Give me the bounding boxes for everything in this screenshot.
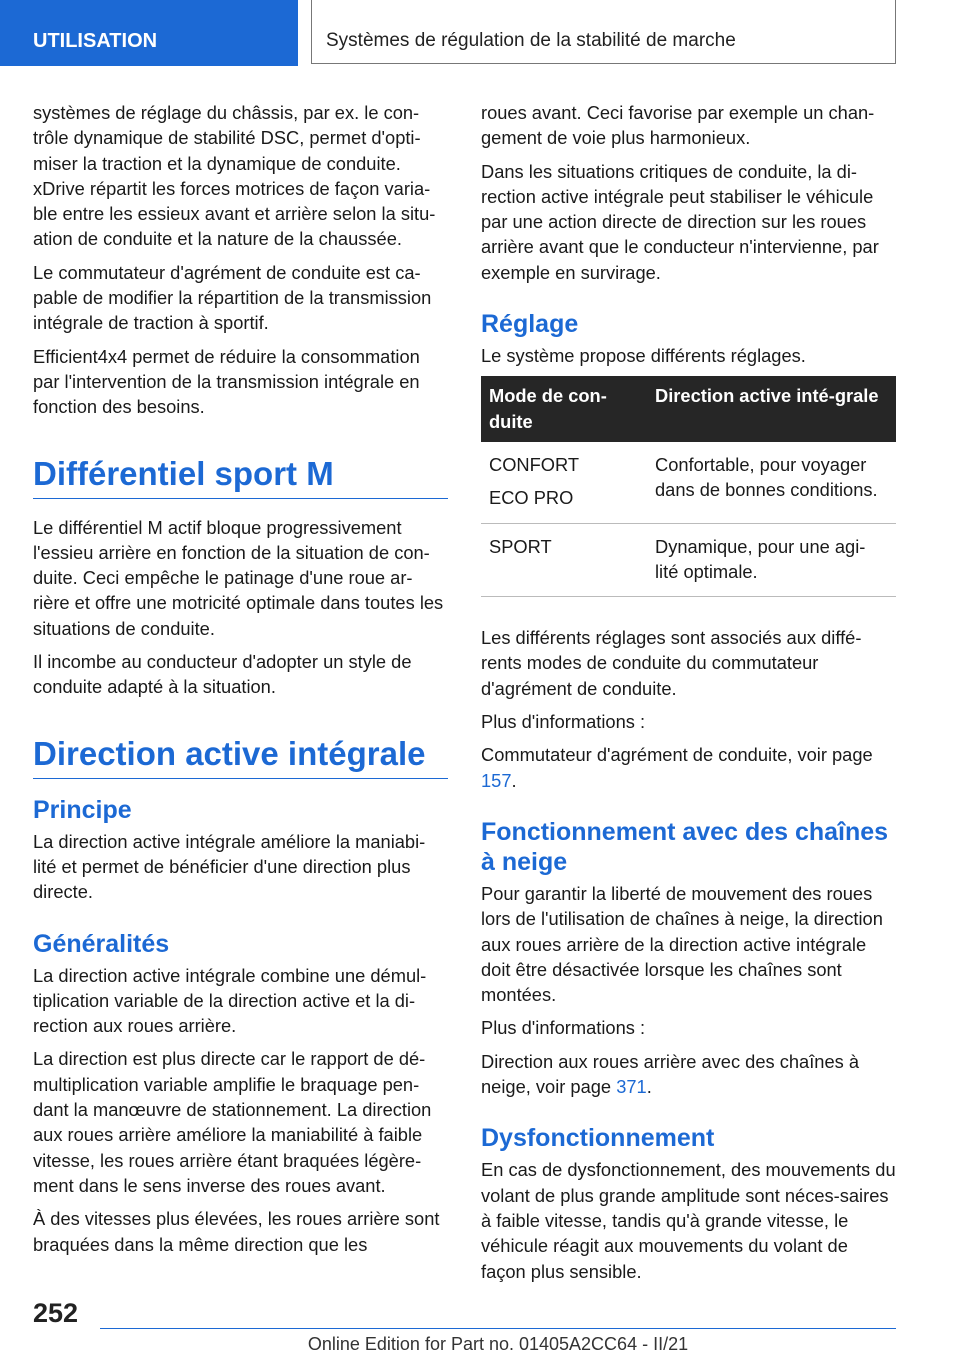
heading-chaines-a-neige: Fonctionnement avec des chaînes à neige: [481, 817, 889, 876]
heading-dysfonctionnement: Dysfonctionnement: [481, 1124, 715, 1153]
heading-differentiel-sport-m: Différentiel sport M: [33, 454, 448, 499]
paragraph: Plus d'informations :: [481, 711, 646, 733]
paragraph: La direction est plus directe car le rapport de dé-multiplication variable amplifie le braquage pen-dant la manœuvre de stationnement. La direction aux roues arrière améliore la maniabilité à faible vitesse, les roues arrière étant braquées légère-ment dans le sens inverse des roues avant.: [33, 1048, 432, 1196]
paragraph: En cas de dysfonctionnement, des mouvements du volant de plus grande amplitude sont néces-saires à faible vitesse, tandis qu'à grande vitesse, le véhicule réagit aux mouvements du volant de façon plus sensible.: [481, 1159, 896, 1282]
table-cell-mode: [481, 442, 647, 523]
column-header-direction: Direction active inté-grale: [647, 376, 896, 442]
page-link-371[interactable]: 371: [616, 1076, 647, 1098]
paragraph: Les différents réglages sont associés aux diffé-rents modes de conduite du commutateur d'agrément de conduite.: [481, 627, 862, 699]
page-link-157[interactable]: 157: [481, 769, 512, 791]
intro-paragraph: Le commutateur d'agrément de conduite est ca-pable de modifier la répartition de la transmission intégrale de traction à sportif.: [33, 261, 432, 334]
heading-reglage: Réglage: [481, 310, 579, 339]
table-cell-description: Confortable, pour voyager dans de bonnes conditions.: [647, 442, 896, 523]
paragraph: Le différentiel M actif bloque progressivement l'essieu arrière en fonction de la situation de con-duite. Ceci empêche le patinage d'une roue ar-rière et offre une motricité optimale dans toutes les situations de conduite.: [33, 516, 444, 639]
chapter-title: Systèmes de régulation de la stabilité de marche: [311, 0, 896, 64]
mode-name: SPORT: [489, 535, 552, 557]
footer-divider: [100, 1328, 896, 1329]
cross-reference-text: Commutateur d'agrément de conduite, voir page: [481, 744, 873, 766]
heading-principe: Principe: [33, 795, 132, 824]
mode-name: ECO PRO: [489, 487, 574, 509]
mode-name: CONFORT: [489, 453, 580, 475]
page-header: [0, 0, 960, 66]
cross-reference-text: Direction aux roues arrière avec des chaînes à neige, voir page: [481, 1050, 860, 1098]
paragraph: À des vitesses plus élevées, les roues arrière sont braquées dans la même direction que les: [33, 1208, 440, 1255]
left-column: [33, 100, 448, 1265]
column-header-mode: Mode de con-duite: [481, 376, 647, 442]
paragraph: Plus d'informations :: [481, 1017, 646, 1039]
right-column: [481, 100, 896, 1292]
paragraph: Dans les situations critiques de conduite, la di-rection active intégrale peut stabiliser le véhicule par une action directe de direction sur les roues arrière avant que le conducteur n'intervienne, par exemple en survirage.: [481, 160, 879, 283]
section-tab[interactable]: UTILISATION: [0, 0, 298, 66]
footer-edition-text: Online Edition for Part no. 01405A2CC64 - II/21: [307, 1334, 689, 1354]
table-header-row: [481, 376, 896, 442]
paragraph: roues avant. Ceci favorise par exemple un chan-gement de voie plus harmonieux.: [481, 102, 875, 149]
intro-paragraph: systèmes de réglage du châssis, par ex. le con-trôle dynamique de stabilité DSC, permet d'opti-miser la traction et la dynamique de conduite. xDrive répartit les forces motrices de façon varia-ble entre les essieux avant et arrière selon la situ-ation de conduite et la nature de la chaussée.: [33, 102, 436, 250]
table-row: [481, 523, 896, 597]
heading-generalites: Généralités: [33, 929, 170, 958]
page-number: 252: [33, 1298, 79, 1328]
paragraph: La direction active intégrale combine une démul-tiplication variable de la direction active et la di-rection aux roues arrière.: [33, 964, 427, 1037]
intro-paragraph: Efficient4x4 permet de réduire la consommation par l'intervention de la transmission intégrale en fonction des besoins.: [33, 345, 420, 418]
settings-table: [481, 376, 896, 597]
heading-direction-active-integrale: Direction active intégrale: [33, 734, 448, 779]
cross-reference: Direction aux roues arrière avec des chaînes à neige, voir page 371.: [481, 1050, 860, 1098]
table-cell-mode: [481, 523, 647, 597]
cross-reference: Commutateur d'agrément de conduite, voir page 157.: [481, 744, 873, 791]
paragraph: Pour garantir la liberté de mouvement des roues lors de l'utilisation de chaînes à neige, la direction aux roues arrière de la direction active intégrale doit être désactivée lorsque les chaînes sont montées.: [481, 882, 883, 1006]
table-row: [481, 442, 896, 523]
table-cell-description: Dynamique, pour une agi-lité optimale.: [647, 523, 896, 597]
paragraph: Il incombe au conducteur d'adopter un style de conduite adapté à la situation.: [33, 651, 412, 698]
paragraph: Le système propose différents réglages.: [481, 345, 806, 367]
paragraph: La direction active intégrale améliore la maniabi-lité et permet de bénéficier d'une direction plus directe.: [33, 830, 426, 903]
